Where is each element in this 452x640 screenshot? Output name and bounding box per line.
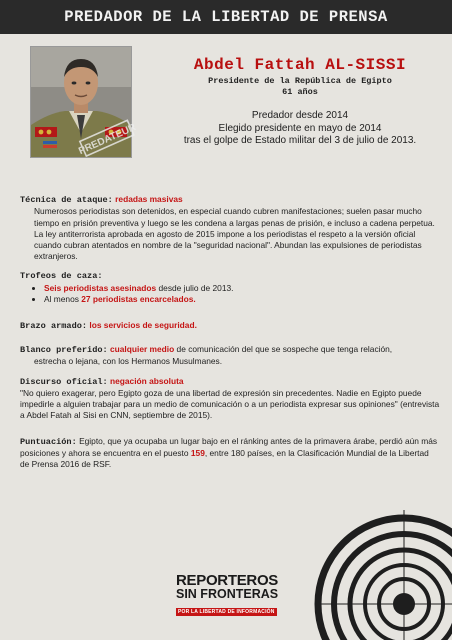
- blanco-text-cont: estrecha o lejana, con los Hermanos Musulmanes.: [34, 356, 223, 367]
- blanco-text: de comunicación del que se sospeche que tenga relación,: [174, 343, 393, 354]
- coup-info: tras el golpe de Estado militar del 3 de julio de 2013.: [183, 135, 417, 146]
- brazo-value: los servicios de seguridad.: [89, 319, 197, 330]
- logo-line1: REPORTEROS: [176, 572, 279, 589]
- section-blanco: [20, 344, 440, 368]
- list-item: • Al menos 27 periodistas encarcelados.: [44, 294, 440, 305]
- trofeos-list: [20, 283, 440, 306]
- section-puntuacion: [20, 436, 440, 471]
- puntuacion-text-end: , entre 180 países, en la Clasificación Mundial de la Libertad de Prensa 2016 de RSF.: [20, 448, 429, 470]
- blanco-value: cualquier medio: [110, 343, 175, 354]
- predateur-stamp: [31, 47, 138, 158]
- logo-tagline: POR LA LIBERTAD DE INFORMACIÓN: [178, 609, 275, 615]
- section-trofeos: [20, 271, 440, 306]
- page-title: PREDADOR DE LA LIBERTAD DE PRENSA: [0, 0, 452, 34]
- section-tecnica: [20, 194, 440, 263]
- section-discurso: [20, 376, 440, 422]
- brazo-label: Brazo armado:: [20, 320, 88, 331]
- predator-since: Predador desde 2014: [251, 110, 349, 121]
- discurso-text: "No quiero exagerar, pero Egipto goza de una libertad de expresión sin precedentes. Nadie en Egipto puede impedirle a alguien trabajar para un medio de comunicación o a un periodista expresar sus opiniones" (entrevista a Abdel Fatah al Sisi en CNN, septiembre de 2015).: [20, 387, 440, 421]
- person-title: Presidente de la República de Egipto: [208, 76, 392, 86]
- discurso-label: Discurso oficial:: [20, 376, 108, 387]
- puntuacion-label: Puntuación:: [20, 436, 77, 447]
- profile-body: [20, 194, 440, 479]
- tecnica-value: redadas masivas: [115, 194, 183, 204]
- election-info: Elegido presidente en mayo de 2014: [218, 122, 382, 134]
- predator-info: [150, 110, 450, 148]
- rsf-logo: [176, 574, 286, 618]
- person-age: 61 años: [282, 87, 318, 97]
- blanco-label: Blanco preferido:: [20, 344, 108, 355]
- person-name: Abdel Fattah AL-SISSI: [193, 56, 407, 74]
- tecnica-text: Numerosos periodistas son detenidos, en especial cuando cubren manifestaciones; suelen pasar mucho tiempo en prisión preventiva y luego se les condena a largas penas de prisión, e incluso a cadena perpetua. La ley antiterrorista aprobada en agosto de 2015 impone a los periodistas el respeto a la versión oficial cuando cubran atentados en nombre de la "seguridad nacional". Abundan las expulsiones de periodistas extranjeros.: [34, 206, 435, 262]
- trofeos-label: Trofeos de caza:: [20, 270, 103, 281]
- target-graphic: [316, 500, 452, 640]
- rank-value: 159: [190, 448, 205, 459]
- svg-text:PREDATEUR: PREDATEUR: [77, 122, 138, 158]
- section-brazo: [20, 320, 440, 332]
- list-item: • Seis periodistas asesinados desde julio de 2013.: [44, 283, 440, 294]
- logo-line2: SIN FRONTERAS: [176, 587, 279, 601]
- tecnica-label: Técnica de ataque:: [20, 195, 113, 205]
- discurso-value: negación absoluta: [110, 375, 184, 386]
- portrait-photo: [30, 46, 138, 158]
- puntuacion-text: Egipto, que ya ocupaba un lugar bajo en el ránking antes de la primavera árabe, perdió aún más posiciones y ahora se encuentra en el puesto: [20, 435, 438, 459]
